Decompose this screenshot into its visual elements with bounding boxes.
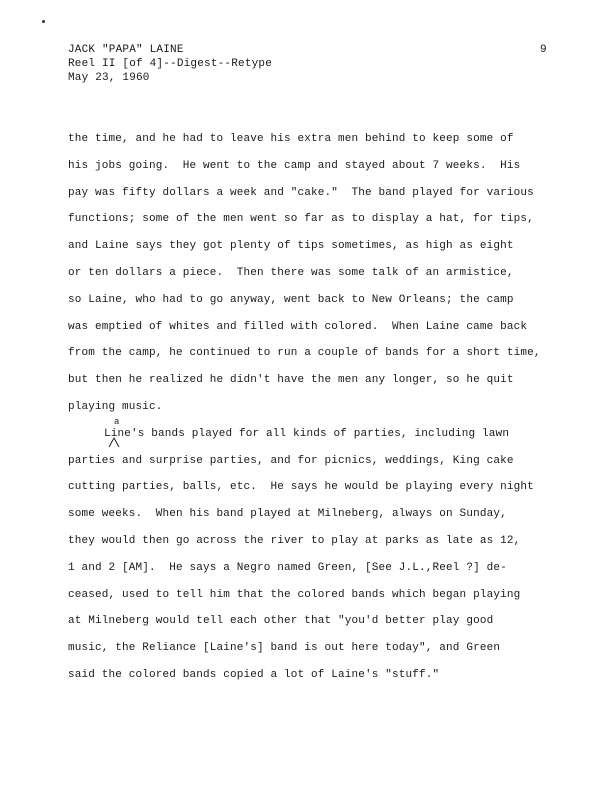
body-line: they would then go across the river to play at parks as late as 12, <box>68 534 521 547</box>
body-line: some weeks. When his band played at Milneberg, always on Sunday, <box>68 508 507 521</box>
body-line: pay was fifty dollars a week and "cake." The band played for various <box>68 186 534 199</box>
body-line: but then he realized he didn't have the men any longer, so he quit <box>68 374 514 387</box>
body-line: Line's bands played for all kinds of parties, including lawn <box>104 427 510 440</box>
document-body <box>68 126 588 689</box>
header-title: JACK "PAPA" LAINE <box>68 44 184 56</box>
body-line: from the camp, he continued to run a couple of bands for a short time, <box>68 347 541 360</box>
caret-insert-icon <box>108 436 120 448</box>
body-line: or ten dollars a piece. Then there was some talk of an armistice, <box>68 266 514 279</box>
body-line: functions; some of the men went so far as to display a hat, for tips, <box>68 213 534 226</box>
margin-speck <box>42 20 45 23</box>
body-line: playing music. <box>68 400 163 413</box>
body-line: music, the Reliance [Laine's] band is out here today", and Green <box>68 642 501 655</box>
body-line: at Milneberg would tell each other that "you'd better play good <box>68 615 494 628</box>
body-line: was emptied of whites and filled with colored. When Laine came back <box>68 320 528 333</box>
header-date: May 23, 1960 <box>68 72 150 84</box>
body-line: the time, and he had to leave his extra men behind to keep some of <box>68 133 514 145</box>
body-line: said the colored bands copied a lot of Laine's "stuff." <box>68 668 440 681</box>
body-line: ceased, used to tell him that the colored bands which began playing <box>68 588 521 601</box>
body-line: his jobs going. He went to the camp and stayed about 7 weeks. His <box>68 159 521 172</box>
header-reel-info: Reel II [of 4]--Digest--Retype <box>68 58 273 70</box>
body-line: parties and surprise parties, and for picnics, weddings, King cake <box>68 454 514 467</box>
body-line: 1 and 2 [AM]. He says a Negro named Green, [See J.L.,Reel ?] de- <box>68 561 507 574</box>
page-number: 9 <box>540 44 547 56</box>
body-line: cutting parties, balls, etc. He says he would be playing every night <box>68 481 534 494</box>
body-line: and Laine says they got plenty of tips sometimes, as high as eight <box>68 240 514 253</box>
handwritten-insert-letter: a <box>114 417 120 427</box>
document-header <box>68 43 272 85</box>
body-line: so Laine, who had to go anyway, went back to New Orleans; the camp <box>68 293 514 306</box>
